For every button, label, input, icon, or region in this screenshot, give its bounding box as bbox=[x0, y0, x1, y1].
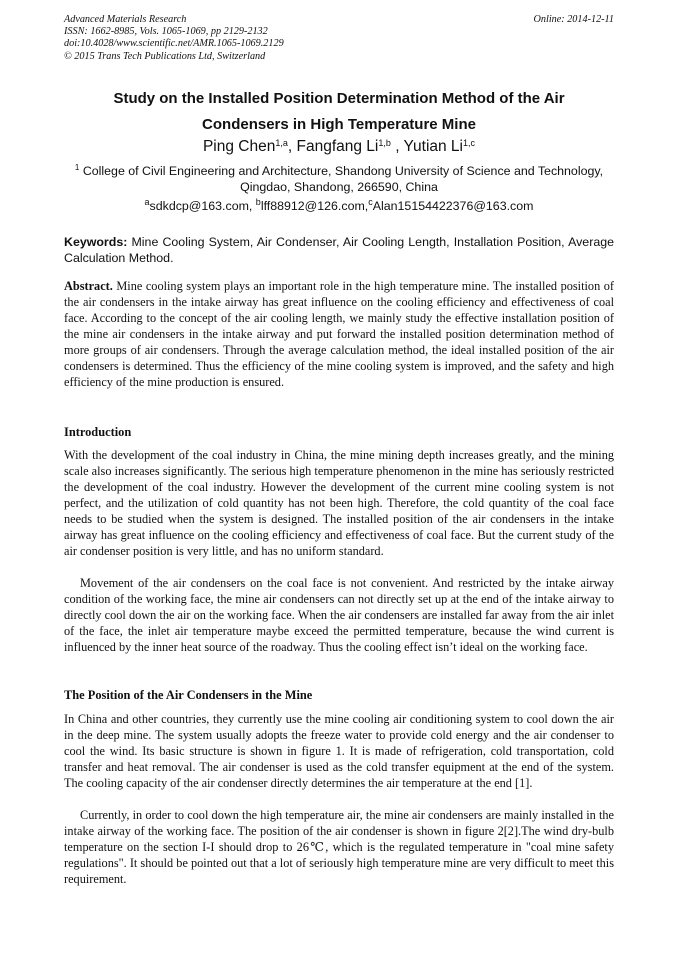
affiliation-line-1: College of Civil Engineering and Architecture, Shandong University of Science and Technology, bbox=[82, 164, 604, 178]
email-link[interactable]: Alan15154422376@163.com bbox=[372, 199, 534, 213]
online-date: Online: 2014-12-11 bbox=[533, 14, 614, 25]
author-name: Yutian Li bbox=[403, 138, 463, 155]
paragraph: Movement of the air condensers on the coal face is not convenient. And restricted by the intake airway condition of the working face, the mine air condensers can not directly set up at the end of the intake airway to directly cool down the air on the working face. When the air condensers are installed far away from the air inlet of the face, the inlet air temperature maybe exceed the permitted temperature, because the wind current is influenced by the inner heat source of the roadway. Thus the cooling effect isn’t ideal on the working face. bbox=[64, 576, 614, 654]
email-sup: a bbox=[144, 197, 150, 207]
author-list bbox=[64, 136, 614, 158]
journal-name: Advanced Materials Research bbox=[64, 14, 187, 25]
author-name: Fangfang Li bbox=[296, 138, 379, 155]
copyright-line: © 2015 Trans Tech Publications Ltd, Switzerland bbox=[64, 50, 266, 62]
affiliation-line-2: Qingdao, Shandong, 266590, China bbox=[240, 180, 438, 194]
paragraph: Currently, in order to cool down the high temperature air, the mine air condensers are mainly installed in the intake airway of the working face. The position of the air condenser is shown in figure 2[2].The wind dry-bulb temperature on the section I-I should drop to 26℃, which is the regulated temperature in "coal mine safety regulations". It should be pointed out that a lot of seriously high temperature mine are very difficult to meet this requirement. bbox=[64, 808, 614, 886]
email-link[interactable]: sdkdcp@163.com, bbox=[149, 199, 256, 213]
paper-title bbox=[64, 86, 614, 138]
email-sup: c bbox=[368, 197, 373, 207]
keywords-text: Mine Cooling System, Air Condenser, Air Cooling Length, Installation Position, Average Calculation Method. bbox=[64, 235, 614, 265]
email-list bbox=[64, 198, 614, 214]
abstract bbox=[64, 278, 614, 390]
journal-header bbox=[64, 14, 614, 63]
affiliation-sup: 1 bbox=[74, 163, 80, 172]
author-sup: 1,b bbox=[378, 138, 391, 148]
paragraph: In China and other countries, they currently use the mine cooling air conditioning system to cool down the air in the deep mine. The system usually adopts the freeze water to provide cold energy and the air condenser to cool the wind. Its basic structure is shown in figure 1. It is made of refrigeration, cold transportation, cold transfer and heat removal. The air condenser is used as the cold transfer equipment at the end of the system. The cooling capacity of the air condenser directly determines the air temperature at the end [1]. bbox=[64, 712, 614, 790]
section-heading-introduction: Introduction bbox=[64, 425, 132, 439]
author-name: Ping Chen bbox=[202, 138, 276, 155]
email-link[interactable]: lff88912@126.com, bbox=[260, 199, 369, 213]
section-heading-position: The Position of the Air Condensers in the Mine bbox=[64, 688, 313, 702]
keywords-label: Keywords: bbox=[64, 235, 128, 249]
author-sup: 1,a bbox=[275, 138, 288, 148]
title-line-1: Study on the Installed Position Determination Method of the Air bbox=[113, 90, 565, 107]
affiliation bbox=[64, 163, 614, 195]
email-sup: b bbox=[255, 197, 261, 207]
keywords bbox=[64, 234, 614, 266]
issn-line: ISSN: 1662-8985, Vols. 1065-1069, pp 2129-2132 bbox=[64, 26, 268, 38]
author-sep: , bbox=[390, 138, 404, 155]
paragraph: With the development of the coal industry in China, the mine mining depth increases greatly, and the mining scale also increases significantly. The serious high temperature phenomenon in the mine has seriously restricted the development of the coal industry. However the development of the current mine cooling system is not perfect, and the utilization of cold quantity has not been high. Therefore, the cold quantity of the coal face needs to be studied when the system is designed. The installed position of the air condensers in the intake airway has great influence on the cooling efficiency and effectiveness of coal face. But the current study of the air condenser position is very little, and has no uniform standard. bbox=[64, 448, 614, 558]
abstract-text: Mine cooling system plays an important role in the high temperature mine. The installed position of the air condensers in the intake airway has great influence on the cooling efficiency and effectiveness of coal face. According to the concept of the air cooling length, we mainly study the effective installation position of the mine air condensers in the intake airway and put forward the installed position determination method of more groups of air condensers. Through the average calculation method, the ideal installed position of the air condensers is determined. Thus the efficiency of the mine cooling system is improved, and the safety and high efficiency of the mine production is ensured. bbox=[64, 279, 614, 389]
title-line-2: Condensers in High Temperature Mine bbox=[202, 116, 476, 133]
author-sep: , bbox=[287, 138, 297, 155]
doi-line: doi:10.4028/www.scientific.net/AMR.1065-1069.2129 bbox=[64, 38, 284, 50]
author-sup: 1,c bbox=[463, 138, 476, 148]
abstract-label: Abstract. bbox=[64, 279, 113, 293]
